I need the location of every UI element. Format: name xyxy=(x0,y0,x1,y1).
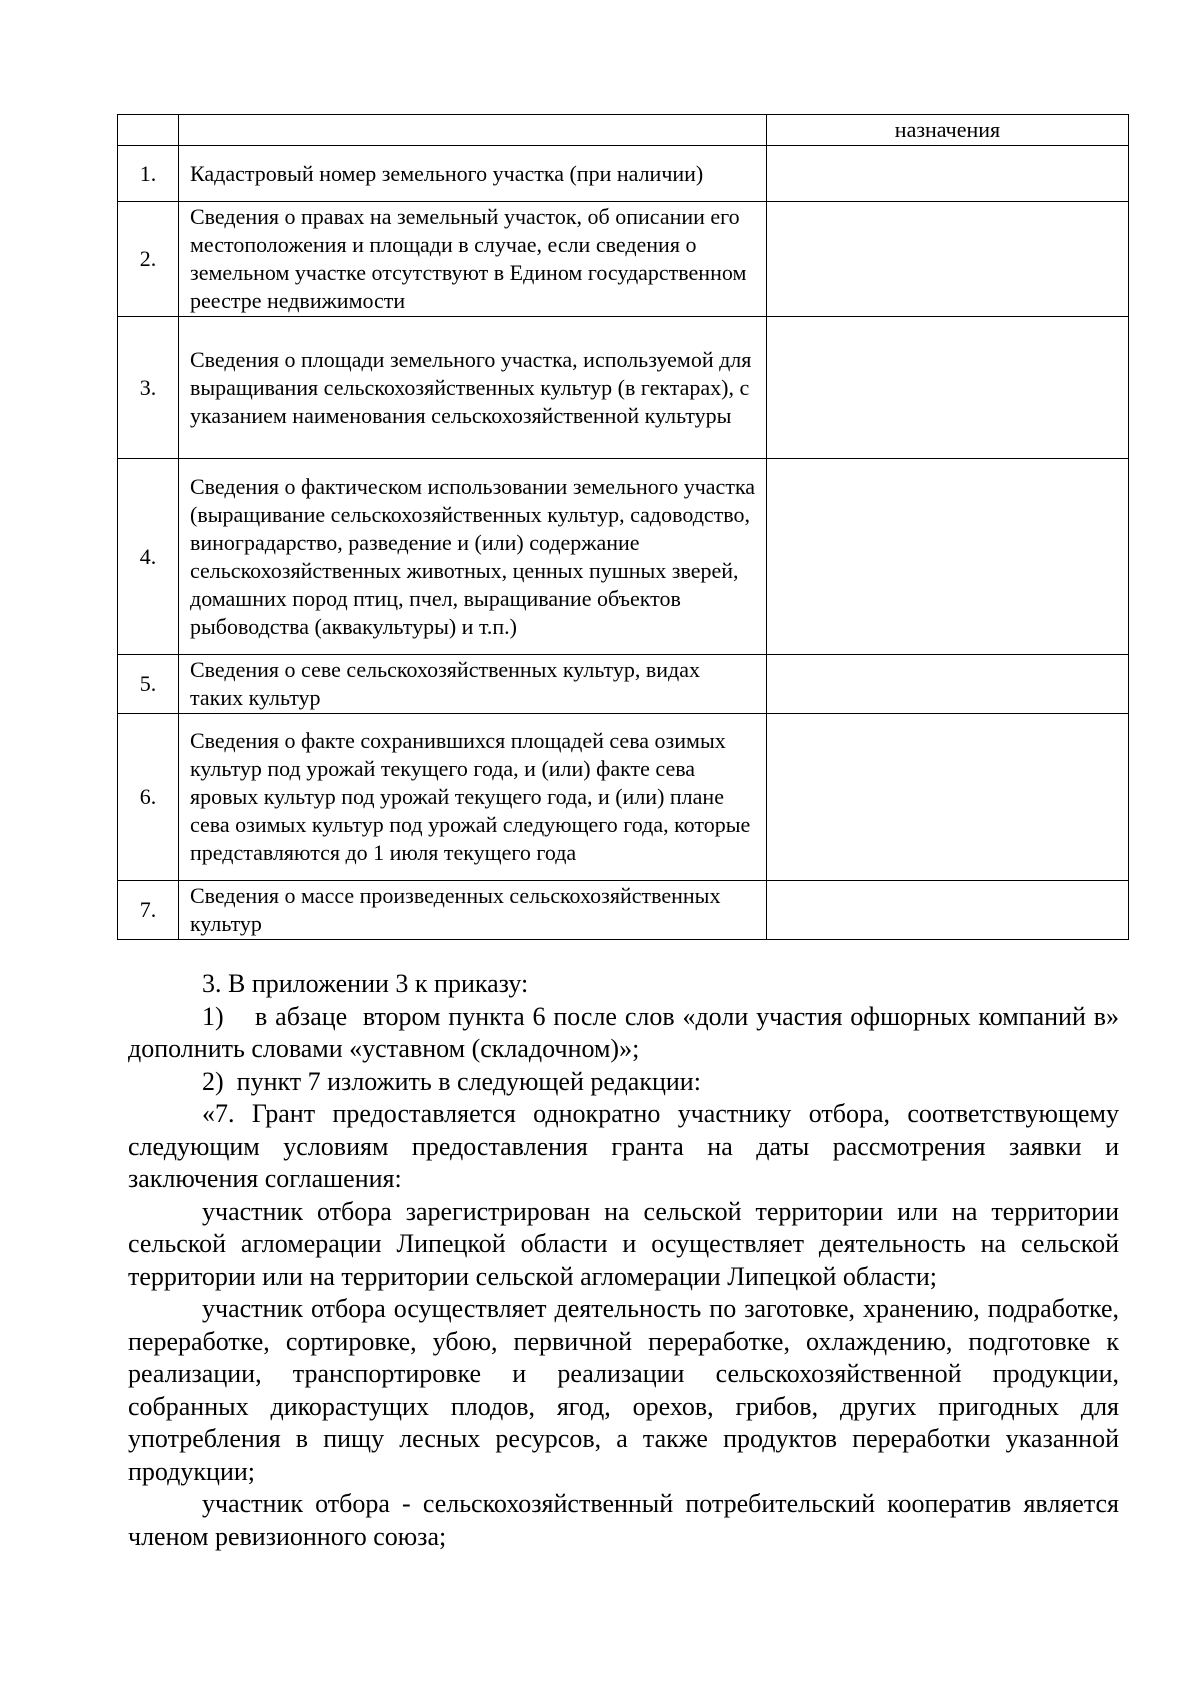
table-header-row xyxy=(118,115,1129,146)
paragraph: «7. Грант предоставляется однократно участнику отбора, соответствующему следующим условиям предоставления гранта на даты рассмотрения заявки и заключения соглашения: xyxy=(128,1099,1119,1193)
table-row xyxy=(118,881,1129,940)
paragraph: участник отбора осуществляет деятельность по заготовке, хранению, подработке, переработке, сортировке, убою, первичной переработке, охлаждению, подготовке к реализации, транспортировке и реализации сельскохозяйственной продукции, собранных дикорастущих плодов, ягод, орехов, грибов, других пригодных для употребления в пищу лесных ресурсов, а также продуктов переработки указанной продукции; xyxy=(128,1294,1119,1486)
table-cell-num xyxy=(118,115,179,146)
table-row-value xyxy=(767,714,1129,881)
table-row-value xyxy=(767,459,1129,655)
table-row xyxy=(118,146,1129,202)
table-row-number: 2. xyxy=(118,202,179,317)
table-row xyxy=(118,317,1129,459)
table-row-number: 4. xyxy=(118,459,179,655)
table-row-description: Сведения о массе произведенных сельскохозяйственных культур xyxy=(179,881,767,940)
document-body xyxy=(128,968,1119,1553)
paragraph: участник отбора - сельскохозяйственный потребительский кооператив является членом ревизионного союза; xyxy=(128,1489,1119,1551)
table-row-value xyxy=(767,146,1129,202)
paragraph: участник отбора зарегистрирован на сельской территории или на территории сельской агломерации Липецкой области и осуществляет деятельность на сельской территории или на территории сельской агломерации Липецкой области; xyxy=(128,1196,1119,1291)
table-cell-value: назначения xyxy=(767,115,1129,146)
table-row-description: Сведения о севе сельскохозяйственных культур, видах таких культур xyxy=(179,655,767,714)
paragraph: 2) пункт 7 изложить в следующей редакции: xyxy=(202,1066,701,1096)
table-row-value xyxy=(767,881,1129,940)
table-row xyxy=(118,202,1129,317)
table-row-number: 7. xyxy=(118,881,179,940)
table-row-number: 6. xyxy=(118,714,179,881)
table-row xyxy=(118,714,1129,881)
table-row-number: 5. xyxy=(118,655,179,714)
paragraph-heading: 3. В приложении 3 к приказу: xyxy=(202,969,529,998)
table-row-description: Сведения о факте сохранившихся площадей сева озимых культур под урожай текущего года, и (или) факте сева яровых культур под урожай текущего года, и (или) плане сева озимых культур под урожай следующего года, которые представляются до 1 июля текущего года xyxy=(179,714,767,881)
table-row-description: Сведения о площади земельного участка, используемой для выращивания сельскохозяйственных культур (в гектарах), с указанием наименования сельскохозяйственной культуры xyxy=(179,317,767,459)
info-table xyxy=(117,114,1129,940)
table-row-number: 1. xyxy=(118,146,179,202)
table-row xyxy=(118,655,1129,714)
table-row-value xyxy=(767,202,1129,317)
table-row-description: Сведения о фактическом использовании земельного участка (выращивание сельскохозяйственных культур, садоводство, виноградарство, разведение и (или) содержание сельскохозяйственных животных, ценных пушных зверей, домашних пород птиц, пчел, выращивание объектов рыбоводства (аквакультуры) и т.п.) xyxy=(179,459,767,655)
table-row-value xyxy=(767,317,1129,459)
table-cell-description xyxy=(179,115,767,146)
table-row-description: Кадастровый номер земельного участка (при наличии) xyxy=(179,146,767,202)
table-row xyxy=(118,459,1129,655)
table-row-description: Сведения о правах на земельный участок, об описании его местоположения и площади в случае, если сведения о земельном участке отсутствуют в Едином государственном реестре недвижимости xyxy=(179,202,767,317)
table-row-number: 3. xyxy=(118,317,179,459)
table-row-value xyxy=(767,655,1129,714)
paragraph: 1) в абзаце втором пункта 6 после слов «доли участия офшорных компаний в» дополнить словами «уставном (складочном)»; xyxy=(128,1001,1119,1063)
